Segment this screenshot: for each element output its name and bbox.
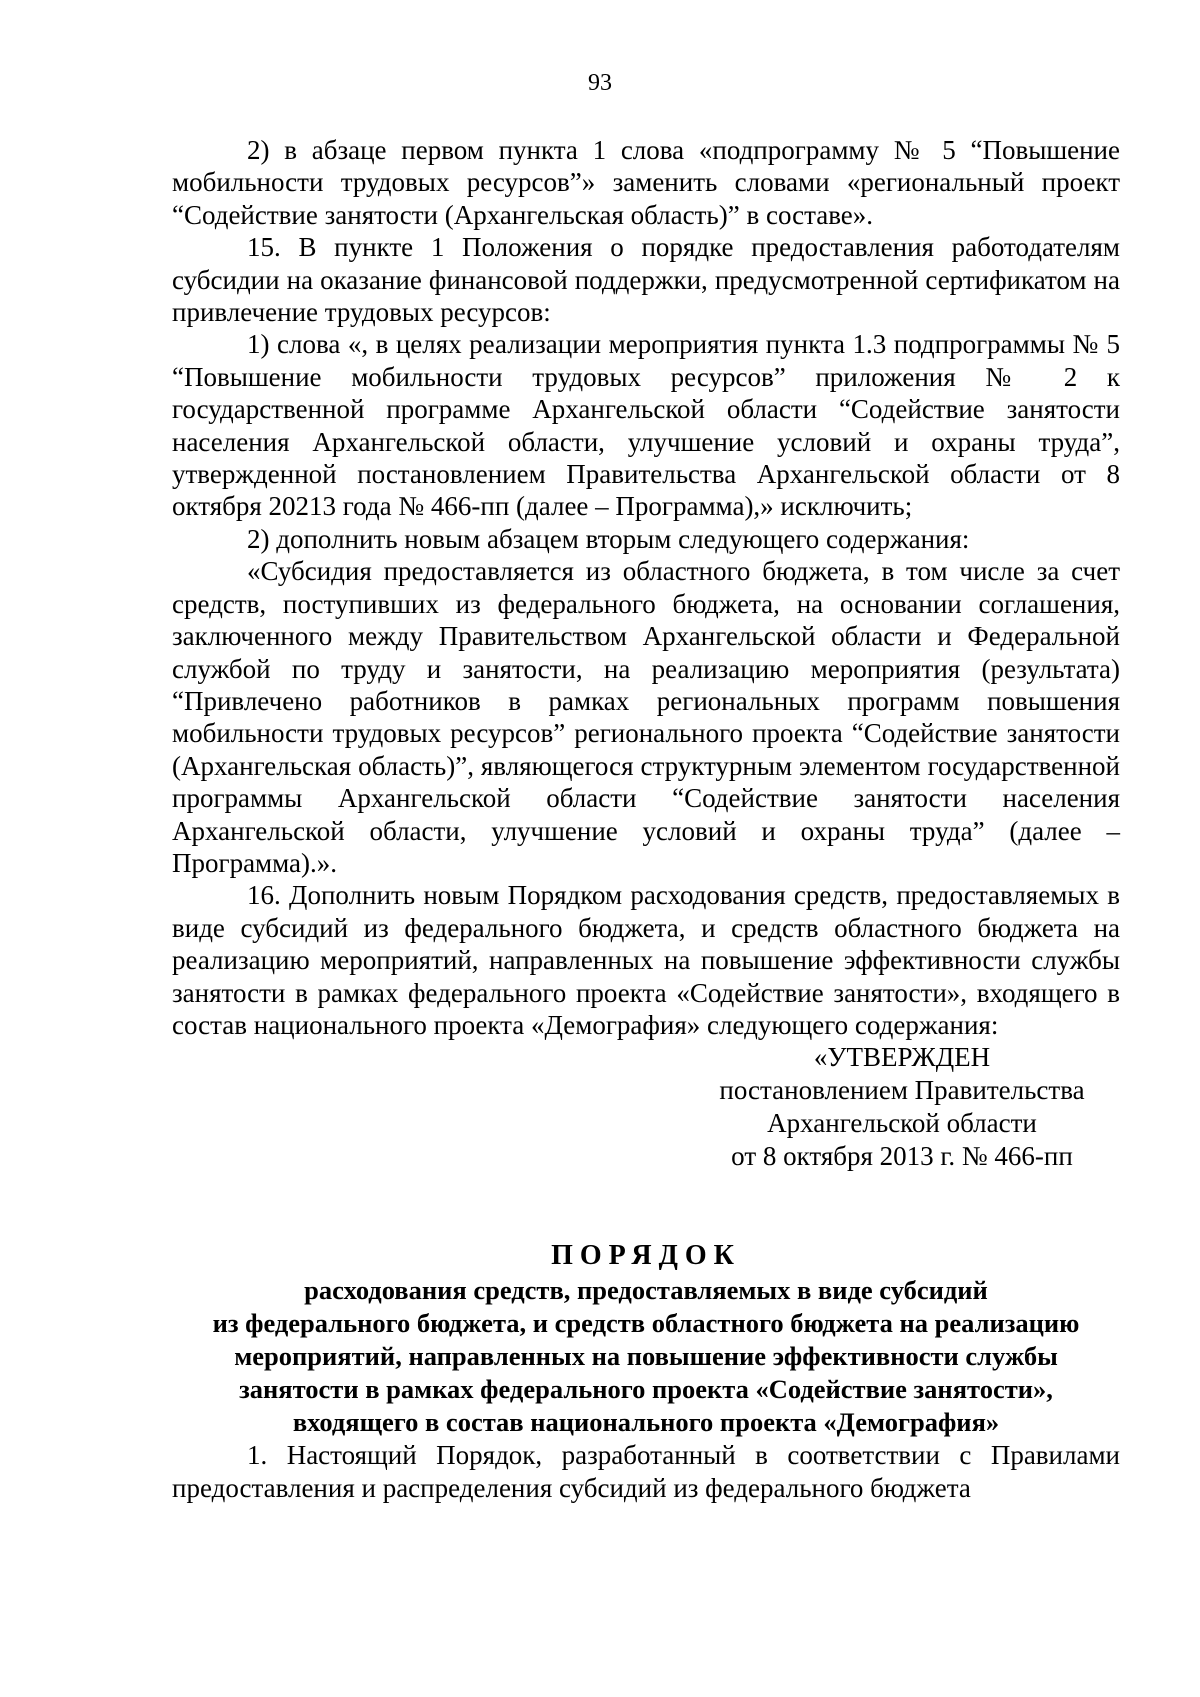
order-subtitle-line-5: входящего в состав национального проекта «Демография»: [292, 1407, 1000, 1438]
order-title: ПОРЯДОК: [551, 1240, 741, 1272]
paragraph-16: 16. Дополнить новым Порядком расходования средств, предоставляемых в виде субсидий из федерального бюджета, и средств областного бюджета на реализацию мероприятий, направленных на повышение эффективности службы занятости в рамках федерального проекта «Содействие занятости», входящего в состав национального проекта «Демография» следующего содержания:: [172, 880, 1120, 1040]
paragraph-2-abzac: 2) в абзаце первом пункта 1 слова «подпрограмму № 5 “Повышение мобильности трудовых ресурсов”» заменить словами «региональный проект “Содействие занятости (Архангельская область)” в составе».: [172, 135, 1120, 230]
paragraph-15-item-1: 1) слова «, в целях реализации мероприятия пункта 1.3 подпрограммы № 5 “Повышение мобильности трудовых ресурсов” приложения № 2 к государственной программе Архангельской области “Содействие занятости населения Архангельской области, улучшение условий и охраны труда”, утвержденной постановлением Правительства Архангельской области от 8 октября 20213 года № 466-пп (далее – Программа),» исключить;: [172, 329, 1120, 522]
approval-line-3: Архангельской области: [767, 1108, 1037, 1139]
paragraph-15-item-2: 2) дополнить новым абзацем вторым следующего содержания:: [247, 523, 970, 554]
approval-line-4: от 8 октября 2013 г. № 466-пп: [731, 1141, 1073, 1172]
order-subtitle-line-3: мероприятий, направленных на повышение эффективности службы: [234, 1341, 1058, 1372]
order-subtitle-line-2: из федерального бюджета, и средств областного бюджета на реализацию: [212, 1308, 1080, 1339]
document-body: [172, 134, 1120, 1504]
order-subtitle-line-1: расходования средств, предоставляемых в виде субсидий: [304, 1275, 988, 1306]
paragraph-15: 15. В пункте 1 Положения о порядке предоставления работодателям субсидии на оказание финансовой поддержки, предусмотренной сертификатом на привлечение трудовых ресурсов:: [172, 232, 1120, 328]
approval-line-1: «УТВЕРЖДЕН: [813, 1042, 991, 1073]
order-heading: [172, 1238, 1120, 1439]
paragraph-subsidy-quote: «Субсидия предоставляется из областного бюджета, в том числе за счет средств, поступивших из федерального бюджета, на основании соглашения, заключенного между Правительством Архангельской области и Федеральной службой по труду и занятости, на реализацию мероприятия (результата) “Привлечено работников в рамках региональных программ повышения мобильности трудовых ресурсов” регионального проекта “Содействие занятости (Архангельская область)”, являющегося структурным элементом государственной программы Архангельской области “Содействие занятости населения Архангельской области, улучшение условий и охраны труда” (далее – Программа).».: [172, 556, 1120, 878]
approval-line-2: постановлением Правительства: [719, 1075, 1085, 1106]
approval-stamp-block: [684, 1041, 1120, 1173]
order-subtitle-line-4: занятости в рамках федерального проекта «Содействие занятости»,: [239, 1374, 1053, 1405]
page-number: 93: [588, 70, 612, 96]
order-point-1: 1. Настоящий Порядок, разработанный в соответствии с Правилами предоставления и распределения субсидий из федерального бюджета: [172, 1440, 1120, 1503]
